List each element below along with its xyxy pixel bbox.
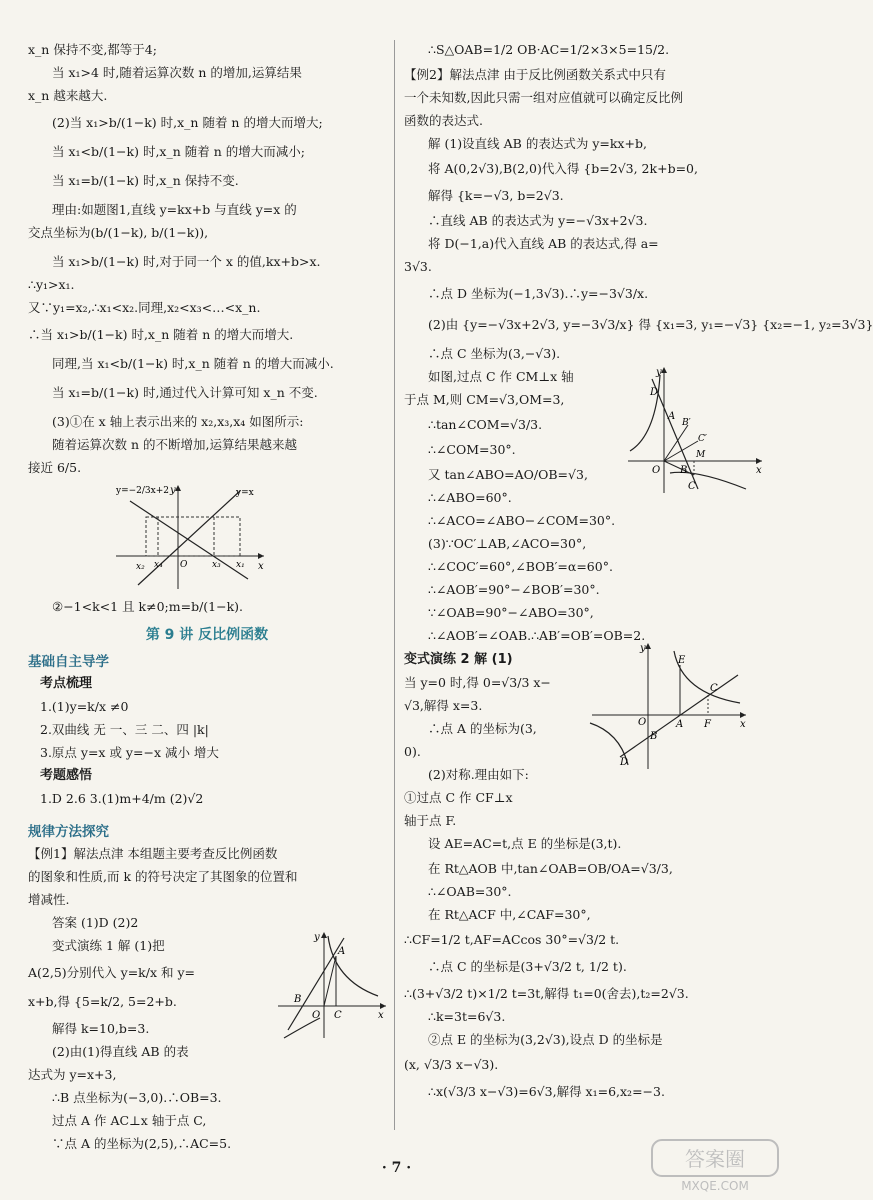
fig-label: B: [650, 731, 658, 742]
text-line: 轴于点 F.: [404, 813, 457, 828]
text-line: 过点 A 作 AC⊥x 轴于点 C,: [52, 1113, 207, 1128]
fig-label: C: [710, 683, 718, 694]
text-line: 如图,过点 C 作 CM⊥x 轴: [428, 369, 574, 384]
text-line: (2)由(1)得直线 AB 的表: [52, 1044, 189, 1059]
text-line: 在 Rt△AOB 中,tan∠OAB=OB/OA=√3/3,: [428, 861, 673, 876]
fig-label: C: [334, 1010, 342, 1021]
text-line: (x, √3/3 x−√3).: [404, 1057, 499, 1072]
text-line: ∴B 点坐标为(−3,0).∴OB=3.: [52, 1090, 222, 1105]
fig-label: B: [680, 465, 688, 476]
text-line: 达式为 y=x+3,: [28, 1067, 117, 1082]
text-line: 当 x₁>4 时,随着运算次数 n 的增加,运算结果: [52, 65, 302, 80]
text-line: 又∵y₁=x₂,∴x₁<x₂.同理,x₂<x₃<…<x_n.: [28, 300, 261, 315]
line1-label: y=−2/3x+2: [116, 486, 169, 496]
segment-OA: [324, 956, 336, 1006]
text-line: 当 x₁=b/(1−k) 时,通过代入计算可知 x_n 不变.: [52, 385, 318, 400]
text-line: 又 tan∠ABO=AO/OB=√3,: [428, 467, 588, 482]
text-line: 同理,当 x₁<b/(1−k) 时,x_n 随着 n 的增大而减小.: [52, 356, 334, 371]
fig-label: x: [756, 465, 762, 476]
x-axis-label: x: [258, 561, 264, 572]
x-tick-label: x₁: [236, 560, 245, 570]
text-line: 解得 {k=−√3, b=2√3.: [428, 188, 564, 203]
answer-line: 1.(1)y=k/x ≠0: [40, 699, 129, 714]
text-line: x_n 越来越大.: [28, 88, 108, 103]
text-line: ∴tan∠COM=√3/3.: [428, 417, 543, 432]
text-line: x_n 保持不变,都等于4;: [28, 42, 157, 57]
text-line: 函数的表达式.: [404, 113, 483, 128]
text-line: ∴x(√3/3 x−√3)=6√3,解得 x₁=6,x₂=−3.: [428, 1084, 665, 1099]
fig-label: y: [314, 932, 320, 943]
text-line: 一个未知数,因此只需一组对应值就可以确定反比例: [404, 90, 683, 105]
text-line: ∴点 C 的坐标是(3+√3/2 t, 1/2 t).: [428, 959, 627, 974]
x-axis-arrow: [380, 1003, 386, 1009]
x-axis-arrow: [756, 458, 762, 464]
left-column: [28, 40, 386, 1157]
origin-label: O: [180, 560, 188, 570]
x-axis-arrow: [740, 712, 746, 718]
text-line: 当 x₁=b/(1−k) 时,x_n 保持不变.: [52, 173, 239, 188]
fig-label: B′: [682, 418, 691, 428]
fig-label: x: [740, 719, 746, 730]
fig-label: O: [312, 1010, 321, 1021]
text-line: (3)①在 x 轴上表示出来的 x₂,x₃,x₄ 如图所示:: [52, 414, 304, 429]
figure-line-iteration: [116, 481, 266, 591]
text-line: x+b,得 {5=k/2, 5=2+b.: [28, 994, 177, 1009]
answer-line: 1.D 2.6 3.(1)m+4/m (2)√2: [40, 791, 204, 806]
figure-line-hyperbola: [590, 641, 750, 771]
text-line: ∴∠COM=30°.: [428, 442, 516, 457]
text-line: ∴点 A 的坐标为(3,: [428, 721, 537, 736]
text-line: 理由:如题图1,直线 y=kx+b 与直线 y=x 的: [52, 202, 297, 217]
text-line: A(2,5)分别代入 y=k/x 和 y=: [28, 965, 195, 980]
text-line: 增减性.: [28, 892, 70, 907]
text-line: ∴(3+√3/2 t)×1/2 t=3t,解得 t₁=0(舍去),t₂=2√3.: [404, 986, 689, 1001]
text-line: ∴∠COC′=60°,∠BOB′=α=60°.: [428, 559, 613, 574]
text-line: 将 A(0,2√3),B(2,0)代入得 {b=2√3, 2k+b=0,: [428, 161, 698, 176]
x-tick-label: x₃: [212, 560, 221, 570]
watermark-text: 答案圈: [685, 1147, 745, 1171]
y-axis-arrow: [645, 643, 651, 649]
text-line: (3)∵OC′⊥AB,∠ACO=30°,: [428, 536, 587, 551]
page-number: · 7 ·: [381, 1160, 412, 1176]
text-line: 将 D(−1,a)代入直线 AB 的表达式,得 a=: [428, 236, 659, 251]
text-line: 交点坐标为(b/(1−k), b/(1−k)),: [28, 225, 209, 240]
fig-label: C: [688, 481, 696, 492]
text-line: ②点 E 的坐标为(3,2√3),设点 D 的坐标是: [428, 1032, 663, 1047]
line-decreasing: [130, 501, 248, 579]
fig-label: A: [676, 719, 684, 730]
text-line: ∴CF=1/2 t,AF=ACcos 30°=√3/2 t.: [404, 932, 620, 947]
y-axis-arrow: [175, 485, 181, 491]
ex1-block: [28, 932, 386, 1153]
text-line: ∴k=3t=6√3.: [428, 1009, 506, 1024]
text-line: 设 AE=AC=t,点 E 的坐标是(3,t).: [428, 836, 622, 851]
text-line: ∴∠AOB′=90°−∠BOB′=30°.: [428, 582, 600, 597]
line-AB: [620, 675, 738, 757]
fig-label: F: [704, 719, 711, 730]
fig-label: y: [656, 367, 662, 378]
text-line: ②−1<k<1 且 k≠0;m=b/(1−k).: [52, 599, 244, 614]
text-line: 当 x₁>b/(1−k) 时,对于同一个 x 的值,kx+b>x.: [52, 254, 321, 269]
segment-OC-prime: [664, 441, 698, 461]
text-line: ∴点 C 坐标为(3,−√3).: [428, 346, 561, 361]
text-line: 答案 (1)D (2)2: [52, 915, 139, 930]
fig-label: C′: [698, 434, 707, 444]
right-column: [404, 40, 873, 1105]
ex2-block: [404, 367, 770, 645]
fig-label: A: [338, 946, 346, 957]
fig-label: B: [294, 994, 302, 1005]
text-line: (2)对称.理由如下:: [428, 767, 529, 782]
text-line: 的图象和性质,而 k 的符号决定了其图象的位置和: [28, 869, 298, 884]
text-line: 【例1】解法点津 本组题主要考查反比例函数: [28, 846, 278, 861]
text-line: ∵点 A 的坐标为(2,5),∴AC=5.: [52, 1136, 232, 1151]
fig-label: D: [620, 757, 629, 768]
x-tick-label: x₄: [154, 560, 163, 570]
fig-label: O: [638, 717, 647, 728]
y-axis-arrow: [661, 367, 667, 373]
subheading: 考点梳理: [40, 676, 93, 691]
chapter-title: 第 9 讲 反比例函数: [145, 627, 269, 643]
fig-label: M: [696, 450, 706, 460]
text-line: 于点 M,则 CM=√3,OM=3,: [404, 392, 565, 407]
text-line: 变式演练 1 解 (1)把: [52, 938, 165, 953]
text-line: ①过点 C 作 CF⊥x: [404, 790, 513, 805]
text-line: ∴∠ABO=60°.: [428, 490, 512, 505]
text-line: ∴当 x₁>b/(1−k) 时,x_n 随着 n 的增大而增大.: [28, 327, 294, 342]
text-line: 随着运算次数 n 的不断增加,运算结果越来越: [52, 437, 297, 452]
text-line: √3,解得 x=3.: [404, 698, 483, 713]
fig-label: E: [678, 655, 686, 666]
x-axis-arrow: [258, 553, 264, 559]
fig-label: x: [378, 1010, 384, 1021]
text-line: 当 y=0 时,得 0=√3/3 x−: [404, 675, 551, 690]
text-line: 3√3.: [404, 259, 432, 274]
fig-label: O: [652, 465, 661, 476]
column-divider: [394, 40, 395, 1130]
text-line: ∴直线 AB 的表达式为 y=−√3x+2√3.: [428, 213, 648, 228]
watermark-logo: [650, 1138, 780, 1194]
figure-hyperbola-line: [278, 930, 388, 1040]
fig-label: D: [650, 387, 659, 398]
y-axis-arrow: [321, 932, 327, 938]
variant2-block: [404, 643, 770, 1101]
text-line: (2)当 x₁>b/(1−k) 时,x_n 随着 n 的增大而增大;: [52, 115, 323, 130]
line-y-equals-x: [138, 491, 240, 585]
section-title: 基础自主导学: [28, 654, 109, 670]
text-line: 在 Rt△ACF 中,∠CAF=30°,: [428, 907, 591, 922]
x-tick-label: x₂: [136, 562, 145, 572]
text-line: 当 x₁<b/(1−k) 时,x_n 随着 n 的增大而减小;: [52, 144, 305, 159]
text-line: 【例2】解法点津 由于反比例函数关系式中只有: [404, 67, 666, 82]
fig-label: y: [640, 643, 646, 654]
text-line: ∴∠AOB′=∠OAB.∴AB′=OB′=OB=2.: [428, 628, 646, 643]
text-line: 解 (1)设直线 AB 的表达式为 y=kx+b,: [428, 136, 647, 151]
figure-hyperbola-rotation: [626, 365, 766, 495]
text-line: ∴y₁>x₁.: [28, 277, 75, 292]
text-line: ∴∠OAB=30°.: [428, 884, 512, 899]
text-line: 解得 k=10,b=3.: [52, 1021, 150, 1036]
variant2-heading: 变式演练 2 解 (1): [404, 652, 513, 667]
text-line: 接近 6/5.: [28, 460, 82, 475]
watermark-url: MXQE.COM: [681, 1179, 749, 1193]
text-line: ∴S△OAB=1/2 OB·AC=1/2×3×5=15/2.: [428, 42, 670, 57]
text-line: ∴点 D 坐标为(−1,3√3).∴y=−3√3/x.: [428, 286, 649, 301]
answer-line: 2.双曲线 无 一、三 二、四 |k|: [40, 722, 209, 737]
subheading: 考题感悟: [40, 768, 93, 783]
line2-label: y=x: [236, 488, 254, 498]
text-line: ∵∠OAB=90°−∠ABO=30°,: [428, 605, 594, 620]
text-line: 0).: [404, 744, 421, 759]
fig-label: A: [668, 411, 676, 422]
text-line: (2)由 {y=−√3x+2√3, y=−3√3/x} 得 {x₁=3, y₁=−√3} {x₂=−1, y₂=3√3}: [428, 317, 873, 332]
text-line: ∴∠ACO=∠ABO−∠COM=30°.: [428, 513, 616, 528]
answer-line: 3.原点 y=x 或 y=−x 减小 增大: [40, 745, 219, 760]
section-title: 规律方法探究: [28, 824, 109, 840]
cobweb-box: [146, 517, 240, 556]
y-axis-label: y: [170, 485, 176, 496]
